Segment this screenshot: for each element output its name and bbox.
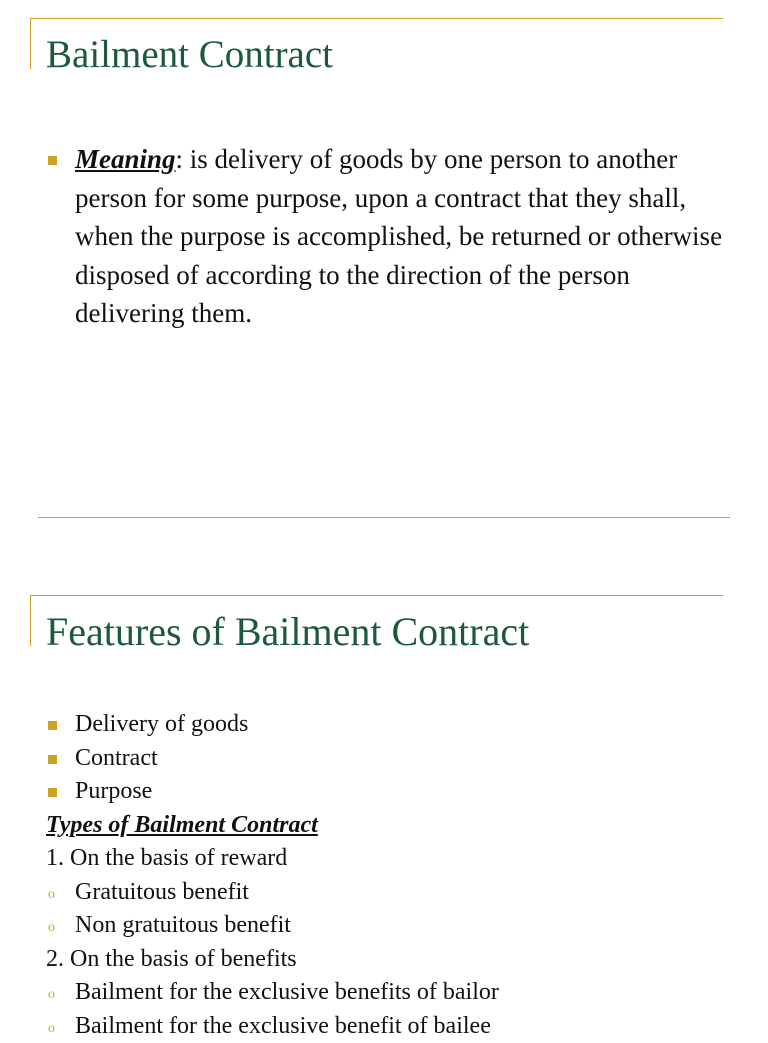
- feature-item: [46, 742, 746, 776]
- sub-item-label: Non gratuitous benefit: [75, 912, 291, 938]
- square-bullet-icon: [48, 156, 57, 165]
- slide-frame-top-line: [30, 18, 723, 19]
- slide-title: Features of Bailment Contract: [46, 608, 529, 655]
- circle-bullet-icon: o: [48, 888, 55, 902]
- sub-item: [46, 909, 746, 943]
- slide-bailment-contract: [0, 0, 768, 520]
- basis-reward-heading: [46, 842, 746, 876]
- sub-item: [46, 1010, 746, 1043]
- meaning-term: Meaning: [75, 144, 176, 174]
- slide-bottom-divider: [38, 517, 730, 518]
- square-bullet-icon: [48, 755, 57, 764]
- circle-bullet-icon: o: [48, 1022, 55, 1036]
- sub-item-label: Bailment for the exclusive benefits of bailor: [75, 979, 499, 1005]
- feature-item: [46, 708, 746, 742]
- feature-label: Contract: [75, 745, 158, 771]
- sub-item-label: Bailment for the exclusive benefit of bailee: [75, 1013, 491, 1039]
- sub-item-label: Gratuitous benefit: [75, 879, 249, 905]
- meaning-paragraph: [75, 140, 736, 333]
- basis-benefits-heading: [46, 943, 746, 977]
- meaning-definition: : is delivery of goods by one person to another person for some purpose, upon a contract that they shall, when the purpose is accomplished, be returned or otherwise disposed of according to the direction of the person delivering them.: [75, 144, 722, 328]
- square-bullet-icon: [48, 721, 57, 730]
- circle-bullet-icon: o: [48, 921, 55, 935]
- circle-bullet-icon: o: [48, 988, 55, 1002]
- feature-label: Delivery of goods: [75, 711, 248, 737]
- sub-item: [46, 976, 746, 1010]
- slide-frame-left-line: [30, 18, 31, 69]
- feature-item: [46, 775, 746, 809]
- features-content: [46, 708, 746, 1043]
- feature-label: Purpose: [75, 778, 152, 804]
- slide-title: Bailment Contract: [46, 32, 333, 77]
- slide-frame-top-line: [30, 595, 723, 596]
- sub-item: [46, 876, 746, 910]
- meaning-bullet: [46, 140, 736, 333]
- slide-frame-left-line: [30, 595, 31, 646]
- square-bullet-icon: [48, 788, 57, 797]
- types-heading-line: [46, 809, 746, 843]
- slide-features-of-bailment: [0, 560, 768, 1024]
- types-heading: Types of Bailment Contract: [46, 812, 318, 838]
- basis-benefits-label: 2. On the basis of benefits: [46, 946, 297, 972]
- basis-reward-label: 1. On the basis of reward: [46, 845, 287, 871]
